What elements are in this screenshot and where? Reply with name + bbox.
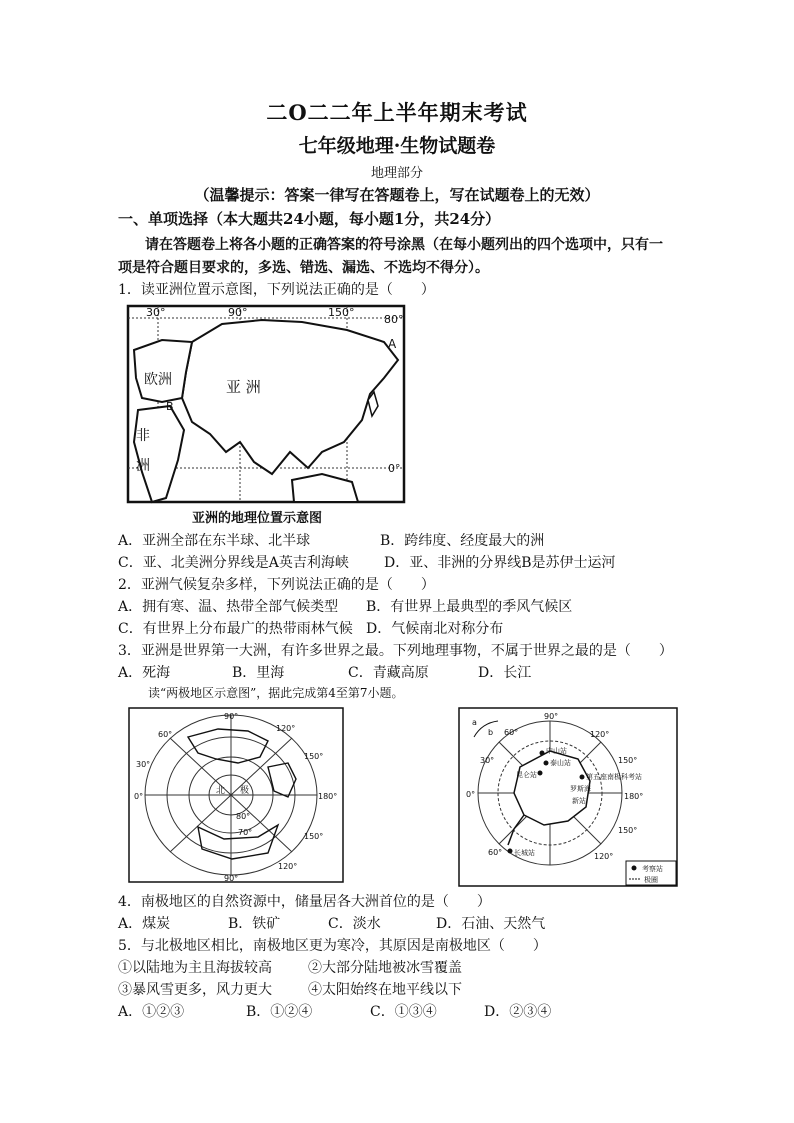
instruction-line-2: 项是符合题目要求的，多选、错选、漏选、不选均不得分）。 <box>118 260 489 276</box>
arctic-lon-120-top: 120° <box>276 724 296 733</box>
q2-option-d: D．气候南北对称分布 <box>366 621 504 637</box>
antarctic-lon-0: 0° <box>466 790 476 799</box>
arctic-polar-map <box>128 707 344 883</box>
label-taishan: 泰山站 <box>550 759 571 767</box>
antarctic-lon-30: 30° <box>480 756 495 765</box>
q4-option-c: C．淡水 <box>328 916 381 932</box>
q1-stem: 1．读亚洲位置示意图，下列说法正确的是（ ） <box>118 282 435 298</box>
q3-stem: 3．亚洲是世界第一大洲，有许多世界之最。下列地理事物，不属于世界之最的是（ ） <box>118 643 673 659</box>
lon-label-30: 30° <box>146 306 166 319</box>
antarctic-lon-120: 120° <box>590 730 610 739</box>
lat-label-80: 80° <box>384 313 404 326</box>
label-africa-2: 洲 <box>136 458 150 474</box>
label-europe: 欧洲 <box>144 372 172 388</box>
warm-note: （温馨提示：答案一律写在答题卷上，写在试题卷上的无效） <box>194 186 600 204</box>
exam-subtitle: 七年级地理·生物试题卷 <box>298 135 496 157</box>
part-label: 地理部分 <box>370 166 423 181</box>
q1-option-b: B．跨纬度、经度最大的洲 <box>380 533 545 549</box>
q5-option-b: B．①②④ <box>246 1004 313 1020</box>
arctic-lon-0: 0° <box>134 792 144 801</box>
q4-option-d: D．石油、天然气 <box>436 916 546 932</box>
lon-label-150: 150° <box>328 306 355 319</box>
arctic-pole-label-2: 极 <box>240 786 250 796</box>
arctic-lon-30: 30° <box>136 760 151 769</box>
label-b: b <box>488 728 494 737</box>
arctic-lon-120-b: 120° <box>278 862 298 871</box>
q1-option-d: D．亚、非洲的分界线B是苏伊士运河 <box>384 555 616 571</box>
q5-statement-3: ③暴风雪更多，风力更大 <box>118 982 272 998</box>
read-note: 读“两极地区示意图”，据此完成第4至第7小题。 <box>148 686 404 700</box>
antarctic-lon-150: 150° <box>618 756 638 765</box>
arctic-lon-90-b: 90° <box>224 874 239 883</box>
q5-option-c: C．①③④ <box>370 1004 437 1020</box>
q5-statement-2: ②大部分陆地被冰雪覆盖 <box>308 960 462 976</box>
arctic-lon-150: 150° <box>304 752 324 761</box>
q5-option-d: D．②③④ <box>484 1004 552 1020</box>
label-new-station: 新站 <box>572 797 586 805</box>
antarctic-lon-120-b: 120° <box>594 852 614 861</box>
lon-label-90: 90° <box>228 306 248 319</box>
q2-option-b: B．有世界上最典型的季风气候区 <box>366 599 573 615</box>
label-zhongshan: 中山站 <box>546 747 567 755</box>
antarctic-lon-60-b: 60° <box>488 848 503 857</box>
map1-caption: 亚洲的地理位置示意图 <box>192 511 323 526</box>
antarctic-lon-150-b: 150° <box>618 826 638 835</box>
q5-statement-1: ①以陆地为主且海拔较高 <box>118 960 272 976</box>
label-ross-sea: 罗斯海 <box>570 785 591 793</box>
label-kunlun: 昆仑站 <box>516 771 537 779</box>
q4-stem: 4．南极地区的自然资源中，储量居各大洲首位的是（ ） <box>118 894 491 910</box>
antarctic-polar-map <box>458 707 678 887</box>
label-point-b: B <box>166 400 174 413</box>
q3-option-b: B．里海 <box>232 665 285 681</box>
legend-station: 考察站 <box>642 865 663 873</box>
label-a: a <box>472 718 477 727</box>
q1-option-c: C．亚、北美洲分界线是A英吉利海峡 <box>118 555 349 571</box>
instruction-line-1: 请在答题卷上将各小题的正确答案的符号涂黑（在每小题列出的四个选项中，只有一 <box>145 237 663 253</box>
arctic-lat-80: 80° <box>236 812 251 821</box>
label-point-a: A <box>388 337 397 351</box>
legend-polar-circle: 极圈 <box>644 876 658 884</box>
exam-title: 二O二二年上半年期末考试 <box>266 100 528 125</box>
label-fifth-station: 第五座南极科考站 <box>586 773 642 781</box>
label-changcheng: 长城站 <box>514 849 535 857</box>
q2-option-a: A．拥有寒、温、热带全部气候类型 <box>118 599 339 615</box>
arctic-lon-90-top: 90° <box>224 712 239 721</box>
q2-stem: 2．亚洲气候复杂多样，下列说法正确的是（ ） <box>118 577 435 593</box>
arctic-lon-150-b: 150° <box>304 832 324 841</box>
q2-option-c: C．有世界上分布最广的热带雨林气候 <box>118 621 353 637</box>
antarctic-lon-60: 60° <box>504 728 519 737</box>
arctic-lat-70: 70° <box>238 828 253 837</box>
arctic-lon-60: 60° <box>158 730 173 739</box>
europe-landmass <box>134 340 192 402</box>
label-africa-1: 非 <box>136 428 150 444</box>
antarctic-lon-180: 180° <box>624 792 644 801</box>
q5-statement-4: ④太阳始终在地平线以下 <box>308 982 462 998</box>
arctic-lon-180: 180° <box>318 792 338 801</box>
q3-option-a: A．死海 <box>118 665 171 681</box>
asia-location-map <box>122 302 412 528</box>
q4-option-b: B．铁矿 <box>228 916 281 932</box>
q3-option-c: C．青藏高原 <box>348 665 429 681</box>
q3-option-d: D．长江 <box>478 665 532 681</box>
section-heading: 一、单项选择（本大题共24小题，每小题1分，共24分） <box>118 210 501 228</box>
q1-option-a: A．亚洲全部在东半球、北半球 <box>118 533 311 549</box>
q5-option-a: A．①②③ <box>118 1004 185 1020</box>
label-asia: 亚 洲 <box>226 378 261 396</box>
arctic-pole-label-1: 北 <box>216 786 226 796</box>
lat-label-0: 0° <box>388 462 401 475</box>
q5-stem: 5．与北极地区相比，南极地区更为寒冷，其原因是南极地区（ ） <box>118 938 547 954</box>
antarctic-lon-90: 90° <box>544 712 559 721</box>
q4-option-a: A．煤炭 <box>118 916 171 932</box>
